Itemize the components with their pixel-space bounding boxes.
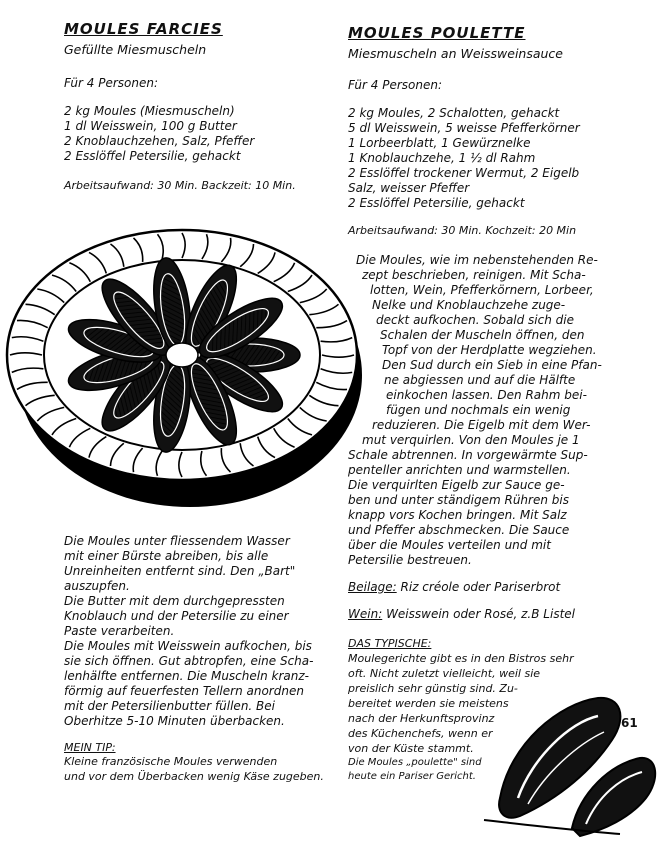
typical-line: Die Moules „poulette" sind bbox=[348, 757, 482, 768]
method-line: fügen und nochmals ein wenig bbox=[386, 403, 571, 417]
method-line: zept beschrieben, reinigen. Mit Scha- bbox=[362, 268, 586, 282]
servings: Für 4 Personen: bbox=[64, 76, 159, 90]
method-line: penteller anrichten und warmstellen. bbox=[348, 463, 571, 477]
typical-line: Moulegerichte gibt es in den Bistros sehr bbox=[348, 652, 574, 665]
typical-line: oft. Nicht zuletzt vielleicht, weil sie bbox=[348, 667, 541, 680]
side-dish-label: Beilage: bbox=[348, 580, 397, 594]
method-line: Unreinheiten entfernt sind. Den „Bart" bbox=[64, 564, 296, 578]
method-line: lenhälfte entfernen. Die Muscheln kranz- bbox=[64, 669, 309, 683]
side-dish-text: Riz créole oder Pariserbrot bbox=[400, 580, 561, 594]
typical-line: nach der Herkunftsprovinz bbox=[348, 712, 495, 725]
ingredient: 2 Esslöffel trockener Wermut, 2 Eigelb bbox=[348, 166, 580, 180]
ingredient: 1 Lorbeerblatt, 1 Gewürznelke bbox=[348, 136, 531, 150]
ingredient: 1 Knoblauchzehe, 1 ½ dl Rahm bbox=[348, 151, 536, 165]
method-line: über die Moules verteilen und mit bbox=[348, 538, 551, 552]
ingredient: 1 dl Weisswein, 100 g Butter bbox=[64, 119, 237, 133]
tip-line: Kleine französische Moules verwenden bbox=[64, 755, 278, 768]
servings: Für 4 Personen: bbox=[348, 78, 443, 92]
mussel-plate-illustration bbox=[2, 195, 362, 525]
method-line: Die Moules unter fliessendem Wasser bbox=[64, 534, 290, 548]
method-line: sie sich öffnen. Gut abtropfen, eine Scha- bbox=[64, 654, 314, 668]
method-line: Schale abtrennen. In vorgewärmte Sup- bbox=[348, 448, 588, 462]
ingredient: 2 kg Moules, 2 Schalotten, gehackt bbox=[348, 106, 560, 120]
method-line: Petersilie bestreuen. bbox=[348, 553, 472, 567]
ingredient: 2 kg Moules (Miesmuscheln) bbox=[64, 104, 235, 118]
typical-heading: DAS TYPISCHE: bbox=[348, 637, 432, 650]
method-line: reduzieren. Die Eigelb mit dem Wer- bbox=[372, 418, 591, 432]
tip-heading: MEIN TIP: bbox=[64, 741, 116, 754]
recipe-subtitle: Gefüllte Miesmuscheln bbox=[64, 42, 207, 57]
method-line: Schalen der Muscheln öffnen, den bbox=[380, 328, 585, 342]
ingredient: 2 Esslöffel Petersilie, gehackt bbox=[348, 196, 525, 210]
method-line: Die Moules mit Weisswein aufkochen, bis bbox=[64, 639, 312, 653]
ingredient: 5 dl Weisswein, 5 weisse Pfefferkörner bbox=[348, 121, 580, 135]
ingredient: 2 Knoblauchzehen, Salz, Pfeffer bbox=[64, 134, 255, 148]
method-line: mit einer Bürste abreiben, bis alle bbox=[64, 549, 269, 563]
method-line: Topf von der Herdplatte wegziehen. bbox=[382, 343, 597, 357]
method-line: Den Sud durch ein Sieb in eine Pfan- bbox=[382, 358, 602, 372]
method-line: und Pfeffer abschmecken. Die Sauce bbox=[348, 523, 570, 537]
ingredient: Salz, weisser Pfeffer bbox=[348, 181, 470, 195]
wine-text: Weisswein oder Rosé, z.B Listel bbox=[386, 607, 575, 621]
method-line: ne abgiessen und auf die Hälfte bbox=[384, 373, 576, 387]
method-line: Nelke und Knoblauchzehe zuge- bbox=[372, 298, 566, 312]
mussel-shells-illustration bbox=[480, 688, 660, 838]
method-line: förmig auf feuerfesten Tellern anordnen bbox=[64, 684, 304, 698]
method-line: knapp vors Kochen bringen. Mit Salz bbox=[348, 508, 567, 522]
side-dish bbox=[348, 580, 560, 594]
typical-line: heute ein Pariser Gericht. bbox=[348, 771, 476, 782]
method-line: lotten, Wein, Pfefferkörnern, Lorbeer, bbox=[370, 283, 594, 297]
typical-line: bereitet werden sie meistens bbox=[348, 697, 509, 710]
method-line: mit der Petersilienbutter füllen. Bei bbox=[64, 699, 276, 713]
recipe-title: MOULES FARCIES bbox=[64, 20, 223, 38]
typical-line: preislich sehr günstig sind. Zu- bbox=[348, 682, 518, 695]
method-line: ben und unter ständigem Rühren bis bbox=[348, 493, 569, 507]
tip-line: und vor dem Überbacken wenig Käse zugeben. bbox=[64, 770, 324, 783]
wine-label: Wein: bbox=[348, 607, 383, 621]
method-line: einkochen lassen. Den Rahm bei- bbox=[386, 388, 587, 402]
time-info: Arbeitsaufwand: 30 Min. Kochzeit: 20 Min bbox=[348, 224, 577, 237]
ingredient: 2 Esslöffel Petersilie, gehackt bbox=[64, 149, 241, 163]
method-line: Die verquirlten Eigelb zur Sauce ge- bbox=[348, 478, 565, 492]
time-info: Arbeitsaufwand: 30 Min. Backzeit: 10 Min. bbox=[64, 179, 296, 192]
page-number: 61 bbox=[621, 716, 638, 730]
method-line: mut verquirlen. Von den Moules je 1 bbox=[362, 433, 580, 447]
method-line: Knoblauch und der Petersilie zu einer bbox=[64, 609, 289, 623]
method-line: auszupfen. bbox=[64, 579, 130, 593]
method-line: deckt aufkochen. Sobald sich die bbox=[376, 313, 574, 327]
method-line: Die Moules, wie im nebenstehenden Re- bbox=[356, 253, 598, 267]
wine bbox=[348, 607, 575, 621]
typical-line: des Küchenchefs, wenn er bbox=[348, 727, 493, 740]
method-line: Die Butter mit dem durchgepressten bbox=[64, 594, 285, 608]
recipe-subtitle: Miesmuscheln an Weissweinsauce bbox=[348, 46, 563, 61]
method-line: Paste verarbeiten. bbox=[64, 624, 175, 638]
method-line: Oberhitze 5-10 Minuten überbacken. bbox=[64, 714, 285, 728]
typical-line: von der Küste stammt. bbox=[348, 742, 474, 755]
recipe-title: MOULES POULETTE bbox=[348, 24, 526, 42]
